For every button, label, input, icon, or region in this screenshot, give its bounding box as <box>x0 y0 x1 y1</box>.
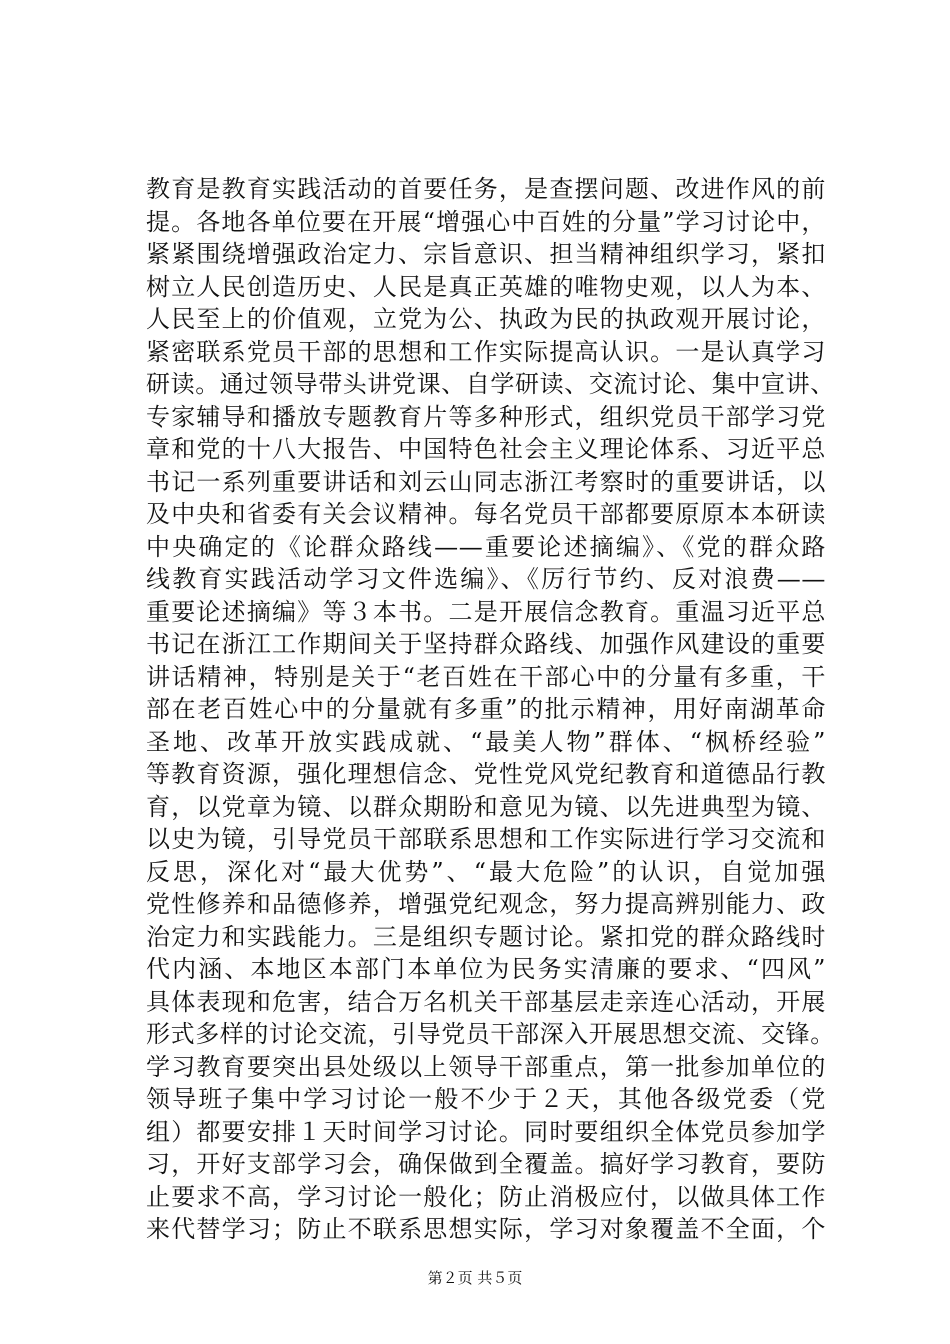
text-line: 书记在浙江工作期间关于坚持群众路线、加强作风建设的重要 <box>146 630 826 658</box>
text-line: 线教育实践活动学习文件选编》、《厉行节约、反对浪费—— <box>146 565 826 593</box>
text-line: 代内涵、本地区本部门本单位为民务实清廉的要求、“四风” <box>146 955 826 983</box>
text-line: 研读。通过领导带头讲党课、自学研读、交流讨论、集中宣讲、 <box>146 370 835 398</box>
text-line: 树立人民创造历史、人民是真正英雄的唯物史观，以人为本、 <box>146 272 826 301</box>
text-line: 习，开好支部学习会，确保做到全覆盖。搞好学习教育，要防 <box>146 1150 826 1178</box>
text-line: 党性修养和品德修养，增强党纪观念，努力提高辨别能力、政 <box>146 890 826 918</box>
text-line: 等教育资源，强化理想信念、党性党风党纪教育和道德品行教 <box>146 760 826 788</box>
text-line: 教育是教育实践活动的首要任务，是查摆问题、改进作风的前 <box>146 175 826 203</box>
text-line: 及中央和省委有关会议精神。每名党员干部都要原原本本研读 <box>146 500 826 528</box>
text-line: 圣地、改革开放实践成就、“最美人物”群体、“枫桥经验” <box>146 727 826 756</box>
text-line: 人民至上的价值观，立党为公、执政为民的执政观开展讨论， <box>146 305 826 333</box>
text-line: 具体表现和危害，结合万名机关干部基层走亲连心活动，开展 <box>146 987 826 1016</box>
text-line: 以史为镜，引导党员干部联系思想和工作实际进行学习交流和 <box>146 825 826 853</box>
text-line: 讲话精神，特别是关于“老百姓在干部心中的分量有多重，干 <box>146 662 826 691</box>
text-line: 形式多样的讨论交流，引导党员干部深入开展思想交流、交锋。 <box>146 1020 835 1048</box>
body-paragraph <box>146 173 835 1246</box>
text-line: 中央确定的《论群众路线——重要论述摘编》、《党的群众路 <box>146 532 826 561</box>
text-line: 学习教育要突出县处级以上领导干部重点，第一批参加单位的 <box>146 1052 826 1081</box>
text-line: 紧紧围绕增强政治定力、宗旨意识、担当精神组织学习，紧扣 <box>146 240 826 268</box>
text-line: 提。各地各单位要在开展“增强心中百姓的分量”学习讨论中， <box>146 207 826 236</box>
text-line: 紧密联系党员干部的思想和工作实际提高认识。一是认真学习 <box>146 337 826 366</box>
text-line: 组）都要安排１天时间学习讨论。同时要组织全体党员参加学 <box>146 1117 826 1146</box>
text-line: 部在老百姓心中的分量就有多重”的批示精神，用好南湖革命 <box>146 695 826 723</box>
text-line: 重要论述摘编》等３本书。二是开展信念教育。重温习近平总 <box>146 597 826 626</box>
text-line: 领导班子集中学习讨论一般不少于２天，其他各级党委（党 <box>146 1085 826 1113</box>
text-line: 育，以党章为镜、以群众期盼和意见为镜、以先进典型为镜、 <box>146 792 826 821</box>
text-line: 专家辅导和播放专题教育片等多种形式，组织党员干部学习党 <box>146 402 826 431</box>
text-line: 章和党的十八大报告、中国特色社会主义理论体系、习近平总 <box>146 435 826 463</box>
text-line: 书记一系列重要讲话和刘云山同志浙江考察时的重要讲话，以 <box>146 467 826 496</box>
text-line: 来代替学习；防止不联系思想实际，学习对象覆盖不全面，个 <box>146 1215 826 1243</box>
text-line: 治定力和实践能力。三是组织专题讨论。紧扣党的群众路线时 <box>146 922 826 951</box>
text-line: 反思，深化对“最大优势”、“最大危险”的认识，自觉加强 <box>146 857 826 886</box>
page-number-footer: 第２页 共５页 <box>427 1269 523 1287</box>
text-line: 止要求不高，学习讨论一般化；防止消极应付，以做具体工作 <box>146 1182 826 1211</box>
